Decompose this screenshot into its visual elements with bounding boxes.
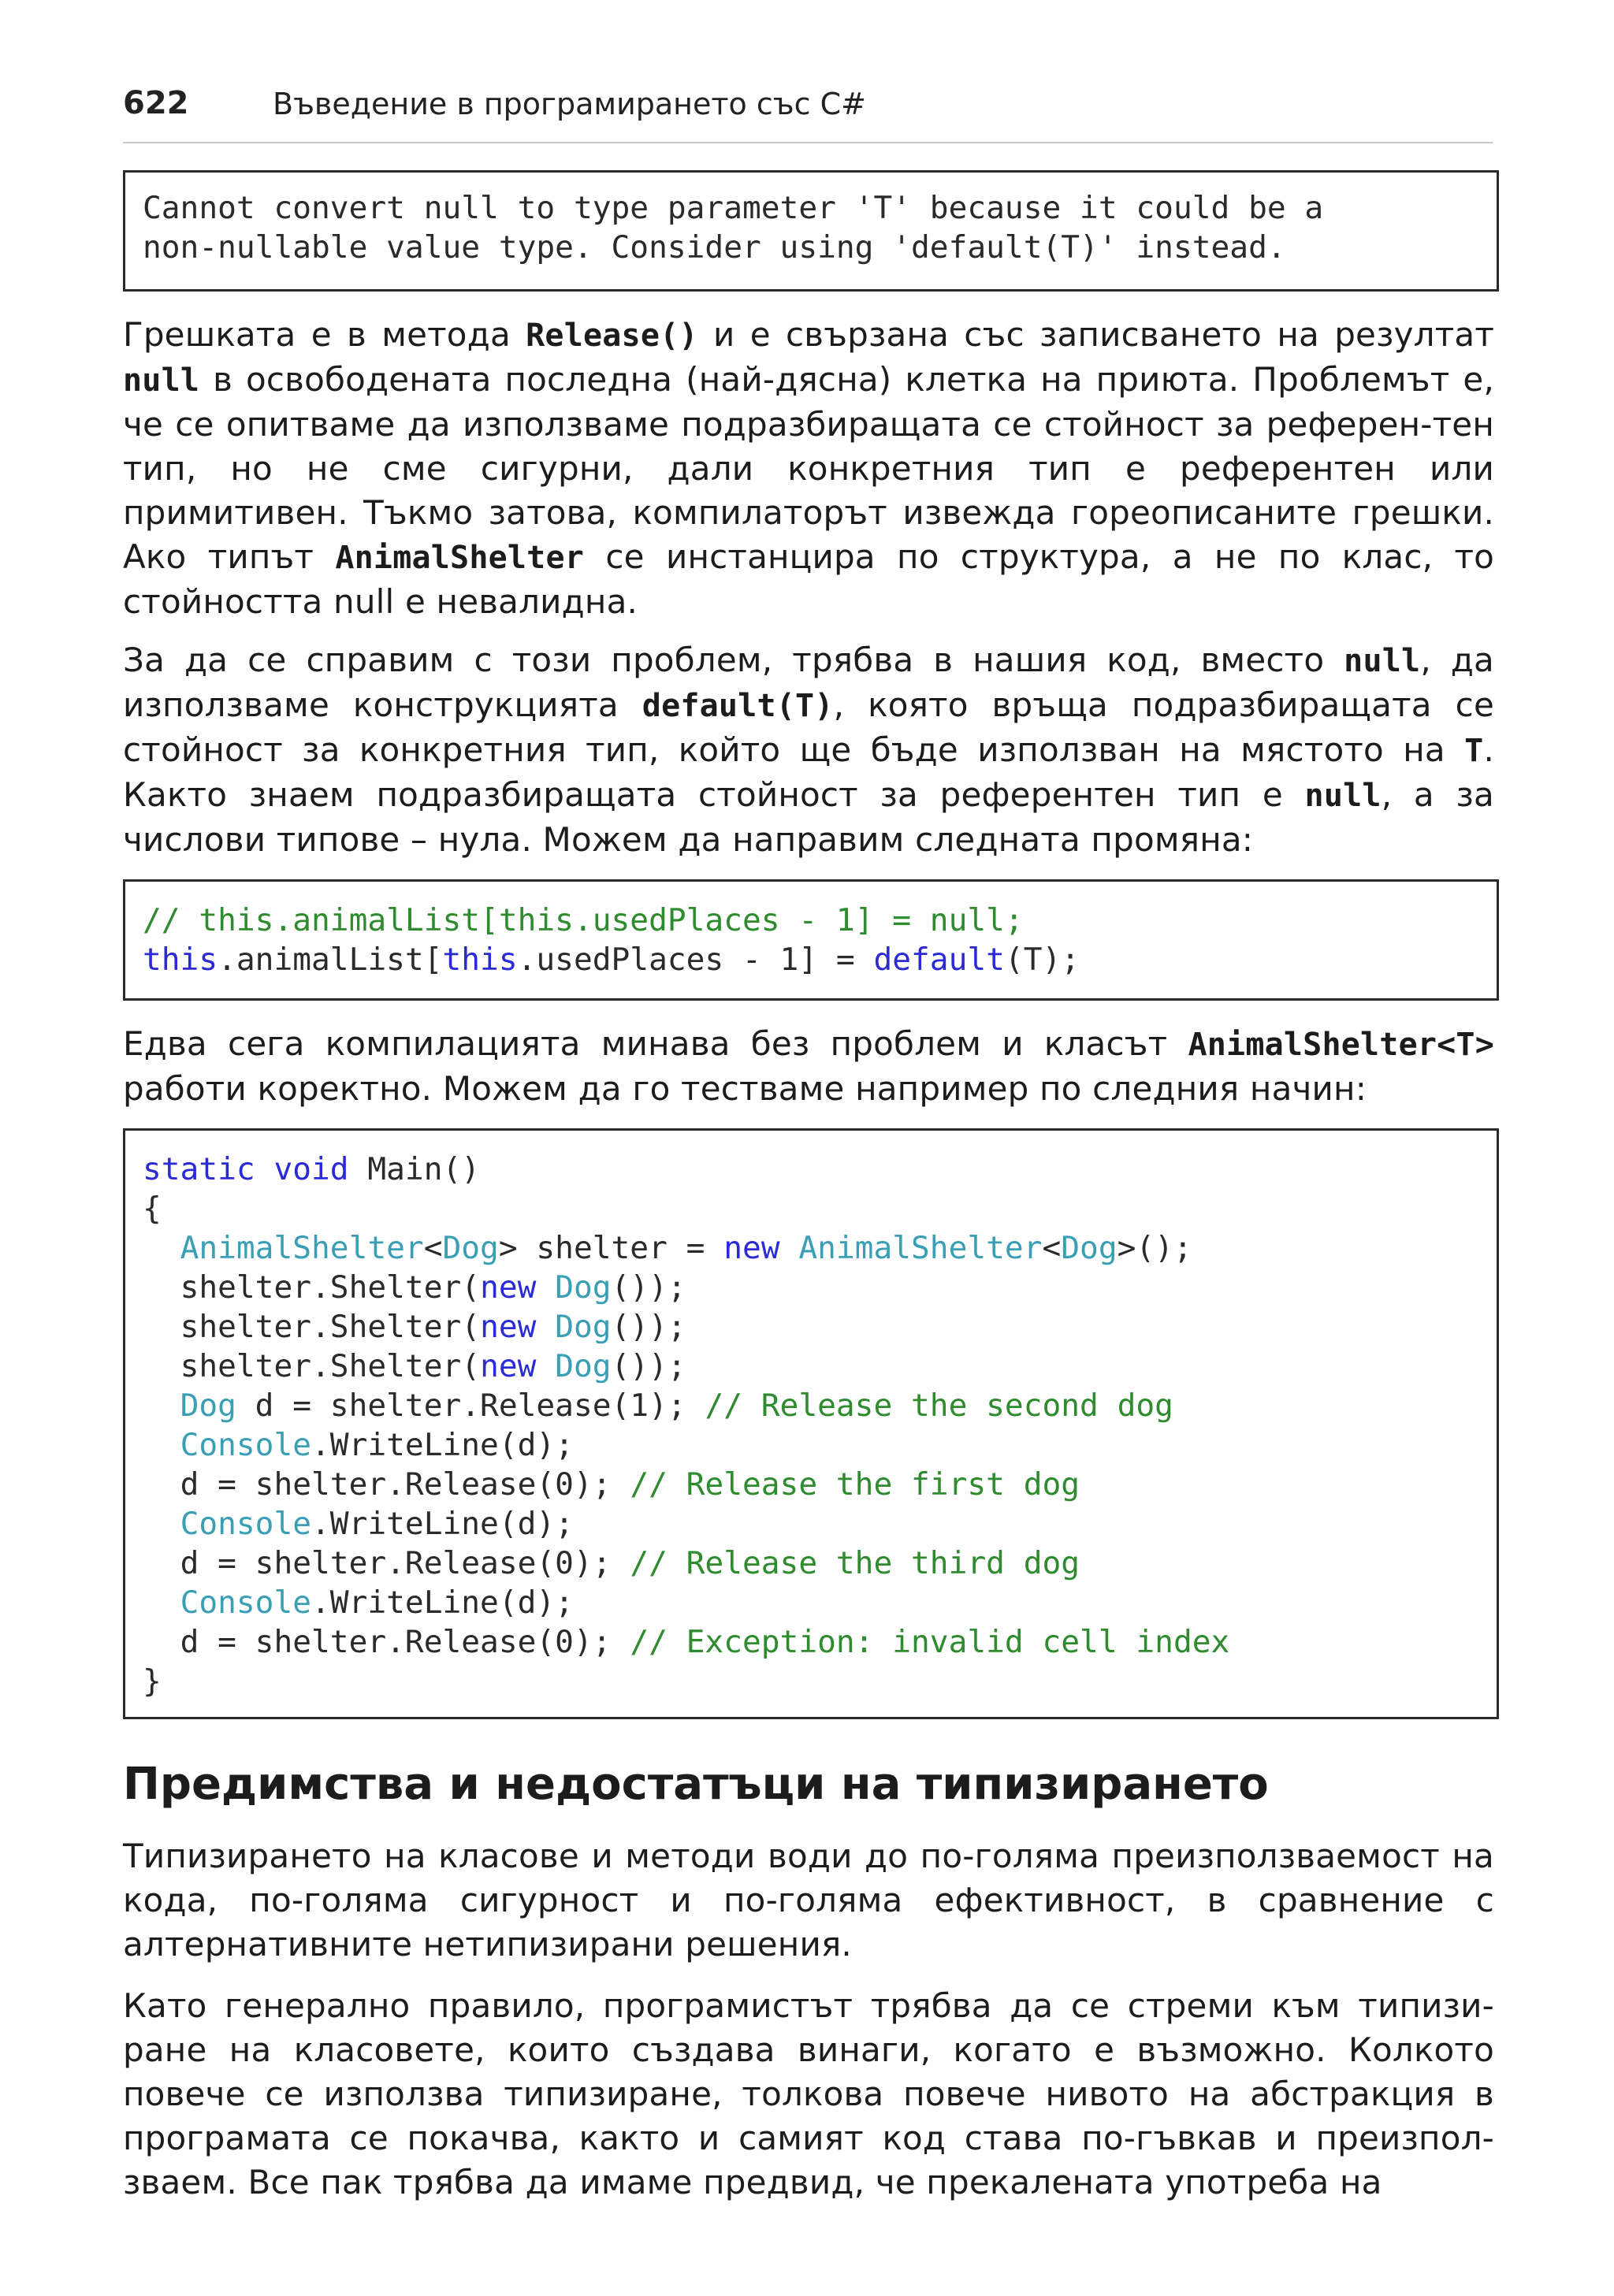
code-text: .usedPlaces - 1] = <box>517 942 874 978</box>
page-number: 622 <box>123 85 189 121</box>
code-comment: // Release the second dog <box>705 1388 1173 1424</box>
code-comment: // Release the third dog <box>630 1545 1080 1581</box>
code-text: .WriteLine(d); <box>311 1506 574 1542</box>
code-type: Dog <box>555 1309 612 1345</box>
code-text: Main() <box>348 1151 481 1187</box>
inline-code: T <box>1464 733 1484 769</box>
code-type: Console <box>180 1506 312 1542</box>
code-type: Dog <box>442 1230 499 1266</box>
inline-code: null <box>1344 643 1421 679</box>
code-text: shelter.Shelter( <box>180 1269 481 1306</box>
code-keyword: new <box>480 1309 537 1345</box>
code-text: d = shelter.Release(1); <box>236 1388 705 1424</box>
code-comment: // this.animalList[this.usedPlaces - 1] = null; <box>143 902 1024 938</box>
code-text: { <box>143 1191 162 1227</box>
code-keyword: this <box>442 942 518 978</box>
inline-code: AnimalShelter<T> <box>1188 1027 1494 1063</box>
code-comment: // Release the first dog <box>630 1466 1080 1503</box>
paragraph-error-explanation <box>123 313 1494 624</box>
code-keyword: default <box>873 942 1005 978</box>
code-text: .WriteLine(d); <box>311 1427 574 1463</box>
text: За да се справим с този проблем, трябва в нашия код, вместо <box>123 641 1344 679</box>
inline-code: null <box>123 362 200 399</box>
text: , да използваме конструкцията <box>123 641 1494 724</box>
paragraph-compilation-ok <box>123 1022 1494 1111</box>
paragraph-generics-rule: Като генерално правило, програмистът трябва да се стреми към типизи-ране на класовете, които създава винаги, когато е възможно. Колкото повече се използва типизиране, толкова повече нивото на абстракция в програмата се покачва, както и самият код става по-гъвкав и преизпол-зваем. Все пак трябва да имаме предвид, че прекалената употреба на <box>123 1986 1494 2201</box>
code-keyword: void <box>273 1151 349 1187</box>
code-text: (T); <box>1004 942 1080 978</box>
inline-code: AnimalShelter <box>335 540 585 576</box>
inline-code: Release() <box>526 318 698 354</box>
text: Едва сега компилацията минава без проблем и класът <box>123 1024 1188 1063</box>
error-line-2: non-nullable value type. Consider using 'default(T)' instead. <box>143 229 1286 266</box>
code-text: ()); <box>611 1269 686 1306</box>
error-message <box>143 188 1479 267</box>
code-comment: // Exception: invalid cell index <box>630 1624 1230 1660</box>
code-text: d = shelter.Release(0); <box>180 1466 630 1503</box>
code-type: AnimalShelter <box>798 1230 1043 1266</box>
code-listing: static void Main() { AnimalShelter<Dog> shelter = new AnimalShelter<Dog>(); shelter.Shelter(new Dog()); shelter.Shelter(new Dog()); shelter.Shelter(new Dog()); Dog d = shelter.Release(1); // Release the second dog Console.WriteLine(d); d = shelter.Release(0); // Release the first dog Console.WriteLine(d); d = shelter.Release(0); // Release the third dog Console.WriteLine(d); d = shelter.Release(0); // Exception: invalid cell index } <box>143 1151 1230 1700</box>
code-text: ()); <box>611 1348 686 1384</box>
code-type: AnimalShelter <box>180 1230 424 1266</box>
running-title: Въведение в програмирането със C# <box>273 87 866 121</box>
error-line-1: Cannot convert null to type parameter 'T' because it could be a <box>143 190 1324 226</box>
paragraph-default-solution <box>123 638 1494 862</box>
code-text: d = shelter.Release(0); <box>180 1545 630 1581</box>
code-block-main-example <box>123 1128 1499 1719</box>
code-keyword: new <box>723 1230 780 1266</box>
inline-code: default(T) <box>642 688 834 724</box>
code-text: d = shelter.Release(0); <box>180 1624 630 1660</box>
code-text: shelter.Shelter( <box>180 1309 481 1345</box>
code-text: } <box>143 1663 162 1700</box>
code-type: Console <box>180 1427 312 1463</box>
code-type: Dog <box>180 1388 236 1424</box>
error-message-box <box>123 170 1499 292</box>
text: се инстанцира по структура, а не по клас, то стойността null е невалидна. <box>123 537 1495 621</box>
code-text: .WriteLine(d); <box>311 1585 574 1621</box>
text: работи коректно. Можем да го тестваме например по следния начин: <box>123 1069 1367 1108</box>
code-type: Console <box>180 1585 312 1621</box>
code-type: Dog <box>555 1269 612 1306</box>
code-text: ()); <box>611 1309 686 1345</box>
code-keyword: static <box>143 1151 255 1187</box>
code-keyword: new <box>480 1269 537 1306</box>
code-keyword: new <box>480 1348 537 1384</box>
text: и е свързана със записването на резултат <box>697 315 1494 354</box>
code-keyword: this <box>143 942 218 978</box>
section-heading: Предимства и недостатъци на типизирането <box>123 1759 1269 1810</box>
text: , а за числови типове – нула. Можем да направим следната промяна: <box>123 775 1494 859</box>
paragraph-generics-benefits: Типизирането на класове и методи води до по-голяма преизползваемост на кода, по-голяма сигурност и по-голяма ефективност, в сравнение с алтернативните нетипизирани решения. <box>123 1837 1494 1963</box>
page-header <box>123 79 1493 143</box>
code-listing <box>143 901 1479 979</box>
text: в освободената последна (най-дясна) клетка на приюта. Проблемът е, че се опитваме да използваме подразбиращата се стойност за референ-тен тип, но не сме сигурни, дали конкретния тип е референтен или примитивен. Тъкмо затова, компилаторът извежда гореописаните грешки. Ако типът <box>123 360 1494 576</box>
code-text: >(); <box>1117 1230 1192 1266</box>
text: Грешката е в метода <box>123 315 526 354</box>
code-block-default-fix <box>123 879 1499 1001</box>
code-type: Dog <box>555 1348 612 1384</box>
text: . Както знаем подразбиращата стойност за референтен тип е <box>123 730 1494 814</box>
code-text: .animalList[ <box>218 942 443 978</box>
code-text: shelter.Shelter( <box>180 1348 481 1384</box>
code-type: Dog <box>1061 1230 1118 1266</box>
code-text: > shelter = <box>498 1230 724 1266</box>
text: , която връща подразбиращата се стойност за конкретния тип, който ще бъде използван на мястото на <box>123 685 1494 769</box>
inline-code: null <box>1304 778 1382 814</box>
